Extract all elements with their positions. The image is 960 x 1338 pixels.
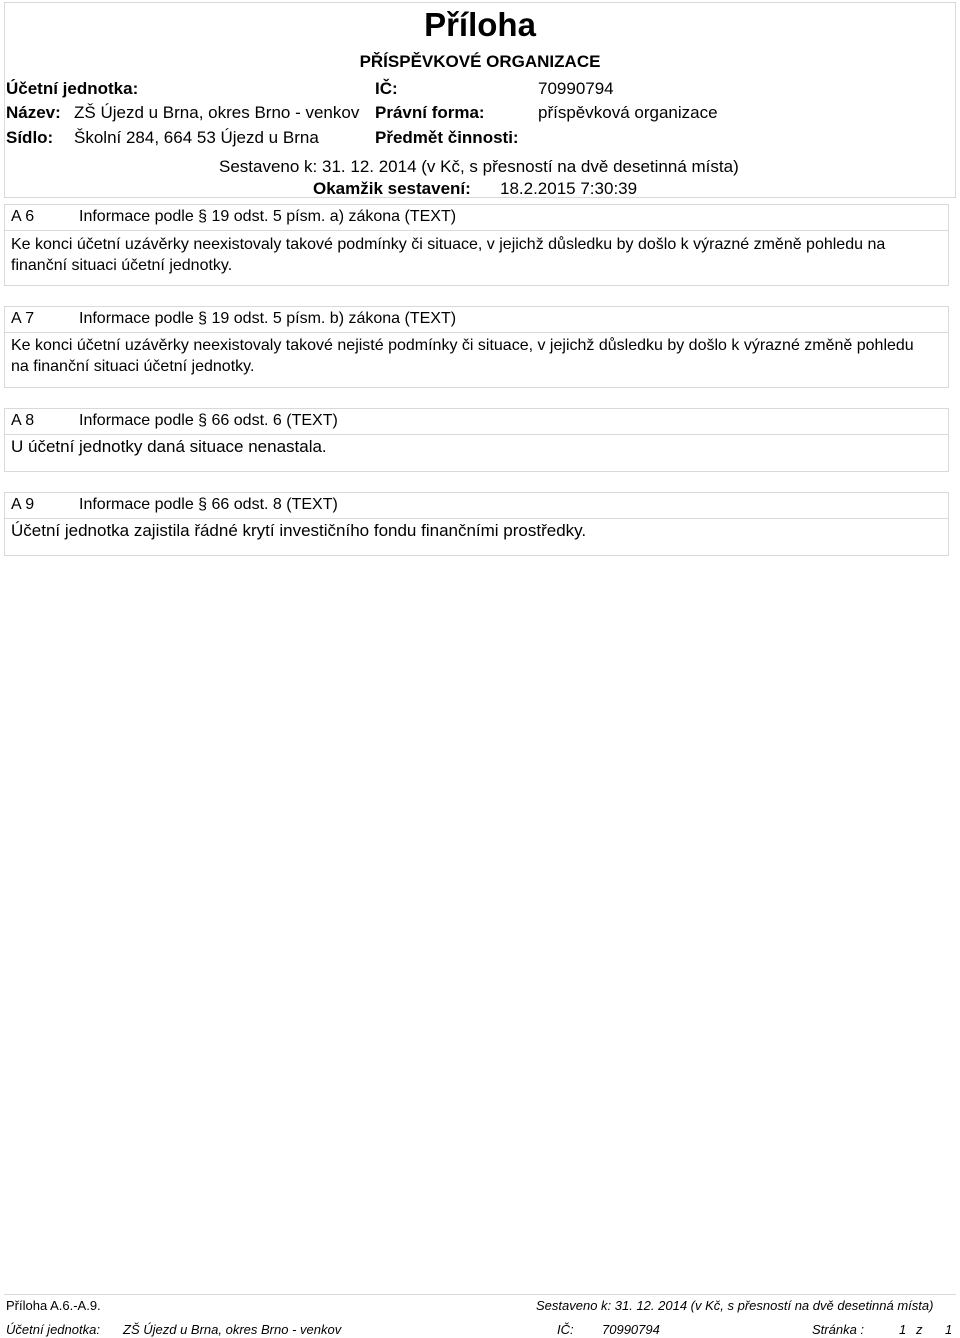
- footer-page-total: 1: [945, 1322, 953, 1337]
- document-subtitle: PŘÍSPĚVKOVÉ ORGANIZACE: [359, 52, 601, 71]
- footer-section-range: Příloha A.6.-A.9.: [6, 1298, 101, 1313]
- nazev-value: ZŠ Újezd u Brna, okres Brno - venkov: [74, 103, 360, 122]
- section-code: A 9: [11, 496, 35, 513]
- footer-ucetni-value: ZŠ Újezd u Brna, okres Brno - venkov: [123, 1322, 342, 1337]
- section-divider: [5, 434, 948, 435]
- footer-rule: [4, 1294, 956, 1295]
- section-a6: [4, 204, 949, 286]
- footer-ic-label: IČ:: [557, 1322, 574, 1337]
- section-divider: [5, 230, 948, 231]
- sidlo-label: Sídlo:: [6, 128, 54, 147]
- pravni-forma-value: příspěvková organizace: [538, 103, 718, 122]
- ic-value: 70990794: [538, 79, 614, 98]
- footer-page-number: 1: [899, 1322, 907, 1337]
- section-title: Informace podle § 66 odst. 6 (TEXT): [79, 412, 338, 429]
- footer-stranka-label: Stránka :: [812, 1322, 865, 1337]
- section-title: Informace podle § 66 odst. 8 (TEXT): [79, 496, 338, 513]
- ucetni-jednotka-label: Účetní jednotka:: [6, 79, 139, 98]
- footer-ucetni-label: Účetní jednotka:: [6, 1322, 100, 1337]
- nazev-label: Název:: [6, 103, 61, 122]
- ic-label: IČ:: [375, 79, 398, 98]
- section-code: A 6: [11, 208, 35, 225]
- section-body: Ke konci účetní uzávěrky neexistovaly takové nejisté podmínky či situace, v jejichž důsledku by došlo k výrazné změně pohledu na finanční situaci účetní jednotky.: [11, 337, 914, 375]
- sidlo-value: Školní 284, 664 53 Újezd u Brna: [74, 128, 319, 147]
- document-title: Příloha: [424, 6, 536, 43]
- section-a9: [4, 492, 949, 556]
- section-body: U účetní jednotky daná situace nenastala.: [11, 437, 327, 456]
- section-a8: [4, 408, 949, 472]
- section-a7: [4, 306, 949, 388]
- sestaveno-text: Sestaveno k: 31. 12. 2014 (v Kč, s přesností na dvě desetinná místa): [219, 157, 739, 176]
- section-title: Informace podle § 19 odst. 5 písm. b) zákona (TEXT): [79, 310, 457, 327]
- okamzik-value: 18.2.2015 7:30:39: [500, 179, 638, 198]
- footer-sestaveno: Sestaveno k: 31. 12. 2014 (v Kč, s přesností na dvě desetinná místa): [536, 1298, 934, 1313]
- section-body: Účetní jednotka zajistila řádné krytí investičního fondu finančními prostředky.: [11, 521, 587, 540]
- pravni-forma-label: Právní forma:: [375, 103, 485, 122]
- section-title: Informace podle § 19 odst. 5 písm. a) zákona (TEXT): [79, 208, 457, 225]
- section-body: Ke konci účetní uzávěrky neexistovaly takové podmínky či situace, v jejichž důsledku by došlo k výrazné změně pohledu na finanční situaci účetní jednotky.: [11, 236, 886, 274]
- predmet-cinnosti-label: Předmět činnosti:: [375, 128, 519, 147]
- section-divider: [5, 332, 948, 333]
- section-divider: [5, 518, 948, 519]
- section-code: A 8: [11, 412, 35, 429]
- footer-page-separator: z: [916, 1322, 923, 1337]
- okamzik-label: Okamžik sestavení:: [313, 179, 471, 198]
- footer-ic-value: 70990794: [602, 1322, 660, 1337]
- section-code: A 7: [11, 310, 35, 327]
